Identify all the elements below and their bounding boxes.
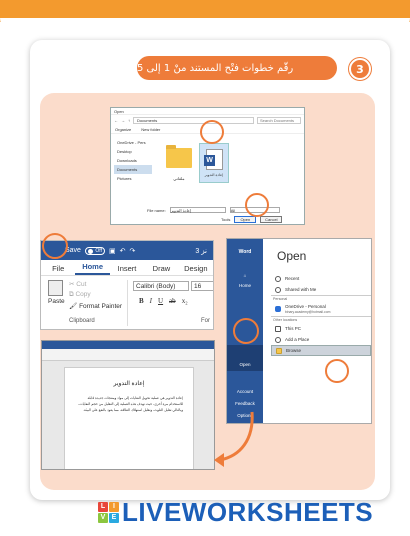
ribbon-body: [41, 275, 213, 329]
tab-draw[interactable]: Draw: [152, 264, 171, 273]
file-label: إعادة التدوير: [204, 173, 224, 177]
font-name-select[interactable]: Calibri (Body): [133, 281, 189, 291]
word-file-item[interactable]: [199, 143, 229, 183]
organize-button[interactable]: Organize: [115, 126, 132, 132]
sidebar-item-home[interactable]: Home: [238, 283, 251, 288]
this-pc-item[interactable]: [271, 323, 371, 334]
dialog-title: Open: [111, 108, 304, 115]
filename-label: File name:: [147, 207, 166, 213]
logo-letter-e: E: [109, 513, 119, 523]
tab-insert[interactable]: Insert: [117, 264, 137, 273]
nav-item-desktop[interactable]: Desktop: [117, 149, 132, 154]
group-divider: [127, 280, 128, 326]
document-heading: إعادة التدوير: [113, 381, 145, 387]
sidebar-item-account[interactable]: Account: [236, 389, 254, 394]
sidebar-item-open[interactable]: Open: [227, 345, 263, 371]
folder-icon: [276, 348, 282, 354]
navigation-pane: [114, 138, 152, 183]
onedrive-item[interactable]: [271, 302, 371, 316]
up-arrow-icon[interactable]: ↑: [128, 117, 130, 123]
redo-icon[interactable]: ↷: [129, 247, 136, 255]
format-buttons: [139, 297, 188, 305]
shared-label: Shared with Me: [285, 287, 317, 292]
save-icon[interactable]: ▣: [108, 247, 116, 255]
tab-file[interactable]: File: [52, 264, 65, 273]
recent-label: Recent: [285, 276, 300, 281]
shared-item[interactable]: [271, 284, 371, 295]
nav-item-onedrive[interactable]: OneDrive - Pers: [117, 140, 146, 145]
word-brand: Word: [238, 249, 252, 255]
word-document-icon: W: [206, 149, 223, 170]
undo-icon[interactable]: ↶: [119, 247, 126, 255]
open-locations: [271, 273, 371, 356]
font-size-select[interactable]: 16: [191, 281, 214, 291]
copy-button[interactable]: [69, 291, 91, 299]
autosave-toggle[interactable]: Off: [85, 247, 105, 255]
format-painter-button[interactable]: [69, 302, 122, 310]
path-field[interactable]: Documents: [133, 117, 254, 124]
file-type-select[interactable]: All: [230, 207, 280, 213]
underline-button[interactable]: U: [158, 297, 164, 305]
answer-circle-open-button[interactable]: [245, 193, 269, 217]
document-name: 3 نز: [195, 247, 207, 255]
liveworksheets-logo: [98, 497, 373, 528]
onedrive-label: OneDrive - Personal: [285, 304, 326, 309]
word-ribbon: [40, 240, 214, 330]
copy-label: Copy: [75, 291, 91, 298]
logo-letter-l: L: [98, 502, 108, 512]
dialog-buttons: [221, 216, 282, 223]
font-group-label: For: [201, 318, 210, 324]
scissors-icon: ✂: [69, 281, 77, 288]
answer-circle-browse[interactable]: [325, 359, 349, 383]
document-ribbon: [42, 349, 214, 361]
nav-item-pictures[interactable]: Pictures: [117, 176, 132, 181]
opened-document-window: [41, 340, 215, 470]
folder-icon[interactable]: [166, 148, 192, 168]
step-number-badge: 3: [349, 58, 371, 80]
personal-section: Personal: [271, 295, 371, 302]
cloud-icon: [275, 306, 281, 312]
ribbon-tabs: [41, 260, 213, 275]
tab-home[interactable]: Home: [75, 262, 109, 275]
autosave-label: Save: [65, 247, 81, 254]
sidebar-item-feedback[interactable]: Feedback: [235, 401, 255, 406]
tools-menu[interactable]: Tools: [221, 217, 231, 222]
filename-input[interactable]: إعادة التدوير: [170, 207, 226, 213]
clock-icon: [275, 276, 281, 282]
forward-arrow-icon[interactable]: →: [121, 117, 125, 123]
this-pc-label: This PC: [285, 326, 302, 331]
bold-button[interactable]: B: [139, 297, 144, 305]
add-place-label: Add a Place: [285, 337, 310, 342]
onedrive-email: binary.academy@hotmail.com: [285, 310, 331, 314]
answer-circle-file-tab[interactable]: [42, 233, 68, 259]
logo-text: LIVEWORKSHEETS: [122, 497, 374, 527]
cut-label: Cut: [76, 281, 87, 288]
document-title-bar: [42, 341, 214, 349]
home-icon[interactable]: ⌂: [243, 273, 247, 278]
document-body: إعادة التدوير هي عملية تحويل النفايات إلى مواد ومنتجات جديدة قابلة للاستخدام مرة أخرى، حيث تهدف هذه العملية إلى التقليل من حجم النفايات، وبالتالي تقليل التلوث، وتقليل استهلاك الطاقة، مما يعود بالنفع على البيئة.: [78, 396, 183, 412]
logo-letter-v: V: [98, 513, 108, 523]
clipboard-icon[interactable]: [48, 280, 63, 296]
strikethrough-button[interactable]: ab: [169, 297, 176, 305]
new-folder-button[interactable]: New folder: [141, 126, 161, 132]
logo-blocks: [98, 502, 119, 523]
curved-arrow-icon: [210, 410, 260, 470]
people-icon: [275, 287, 281, 293]
backstage-title: Open: [277, 249, 307, 263]
cancel-button[interactable]: Cancel: [260, 216, 282, 223]
subscript-button[interactable]: x₂: [181, 297, 188, 305]
search-field[interactable]: Search Documents: [257, 117, 301, 124]
recent-item[interactable]: [271, 273, 371, 284]
brush-icon: 🖌: [69, 303, 80, 310]
tab-design[interactable]: Design: [184, 264, 208, 273]
back-arrow-icon[interactable]: ←: [114, 117, 118, 123]
copy-icon: ⧉: [69, 291, 76, 298]
sidebar-item-options[interactable]: Options: [237, 413, 253, 418]
italic-button[interactable]: I: [149, 297, 153, 305]
nav-item-documents[interactable]: Documents: [114, 165, 152, 174]
top-banner: [0, 0, 410, 22]
format-painter-label: Format Painter: [79, 303, 123, 310]
browse-item[interactable]: [271, 345, 371, 356]
other-locations-section: Other locations: [271, 316, 371, 323]
add-place-item[interactable]: [271, 334, 371, 345]
logo-letter-i: I: [109, 502, 119, 512]
open-button[interactable]: Open: [234, 216, 256, 223]
browse-label: Browse: [286, 348, 302, 353]
nav-item-downloads[interactable]: Downloads: [117, 158, 137, 163]
answer-circle-file[interactable]: [200, 120, 224, 144]
answer-circle-open[interactable]: [233, 318, 259, 344]
paste-button[interactable]: Paste: [48, 298, 65, 305]
folder-label: ملفاتي: [173, 176, 185, 181]
clipboard-group-label: Clipboard: [69, 318, 95, 324]
step-instruction: رقّم خطوات فتْح المستند منْ 1 إلى 5: [137, 56, 337, 80]
document-page: [64, 367, 194, 470]
globe-icon: [275, 337, 281, 343]
cut-button[interactable]: [69, 280, 86, 288]
computer-icon: [275, 326, 281, 332]
